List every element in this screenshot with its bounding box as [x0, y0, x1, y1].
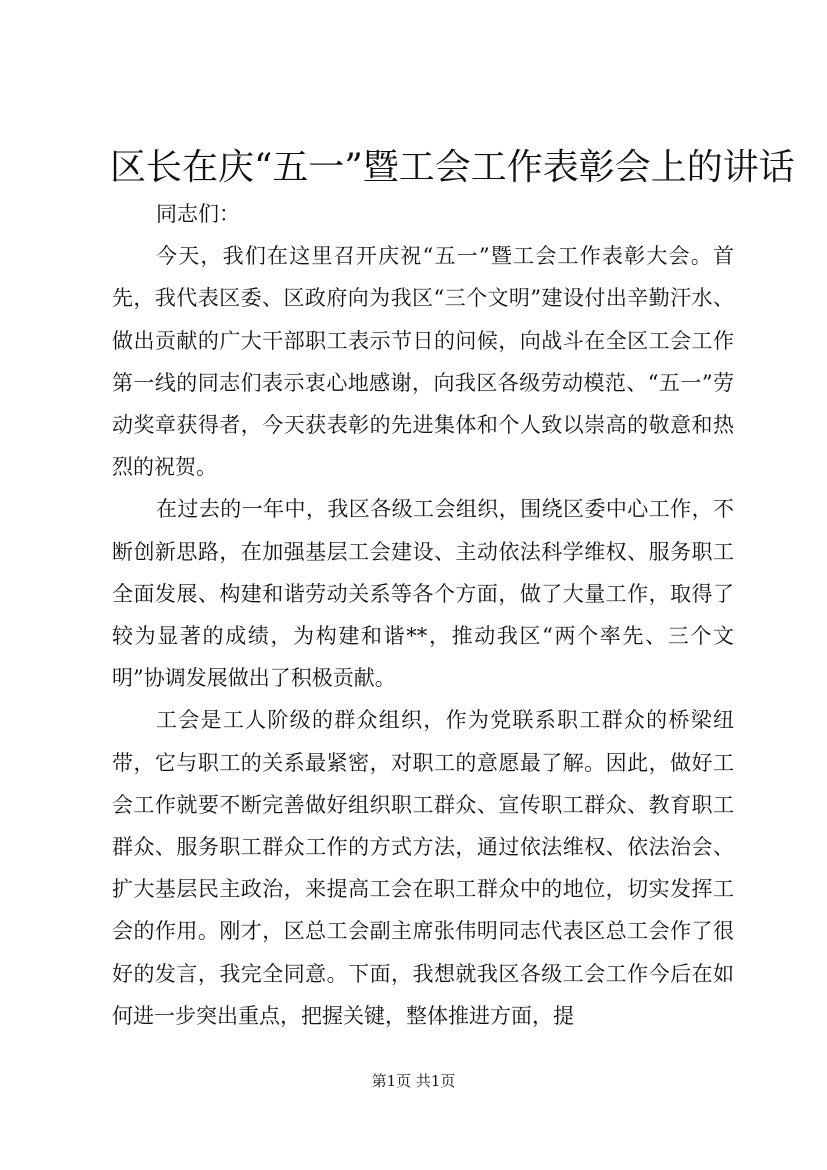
page-footer: 第1页 共1页 [371, 1072, 456, 1090]
document-body [112, 193, 734, 1037]
paragraph-2: 在过去的一年中，我区各级工会组织，围绕区委中心工作，不断创新思路，在加强基层工会建设、主动依法科学维权、服务职工全面发展、构建和谐劳动关系等各个方面，做了大量工作，取得了较为显著的成绩，为构建和谐**，推动我区“两个率先、三个文明”协调发展做出了积极贡献。 [112, 497, 734, 691]
document-title: 区长在庆“五一”暨工会工作表彰会上的讲话 [110, 147, 795, 188]
greeting: 同志们： [156, 202, 240, 226]
paragraph-3: 工会是工人阶级的群众组织，作为党联系职工群众的桥梁纽带，它与职工的关系最紧密，对职工的意愿最了解。因此，做好工会工作就要不断完善做好组织职工群众、宣传职工群众、教育职工群众、服务职工群众工作的方式方法，通过依法维权、依法治会、扩大基层民主政治，来提高工会在职工群众中的地位，切实发挥工会的作用。刚才，区总工会副主席张伟明同志代表区总工会作了很好的发言，我完全同意。下面，我想就我区各级工会工作今后在如何进一步突出重点，把握关键，整体推进方面，提 [112, 708, 734, 1028]
paragraph-1: 今天，我们在这里召开庆祝“五一”暨工会工作表彰大会。首先，我代表区委、区政府向为我区“三个文明”建设付出辛勤汗水、做出贡献的广大干部职工表示节日的问候，向战斗在全区工会工作第一线的同志们表示衷心地感谢，向我区各级劳动模范、“五一”劳动奖章获得者，今天获表彰的先进集体和个人致以崇高的敬意和热烈的祝贺。 [112, 244, 734, 480]
